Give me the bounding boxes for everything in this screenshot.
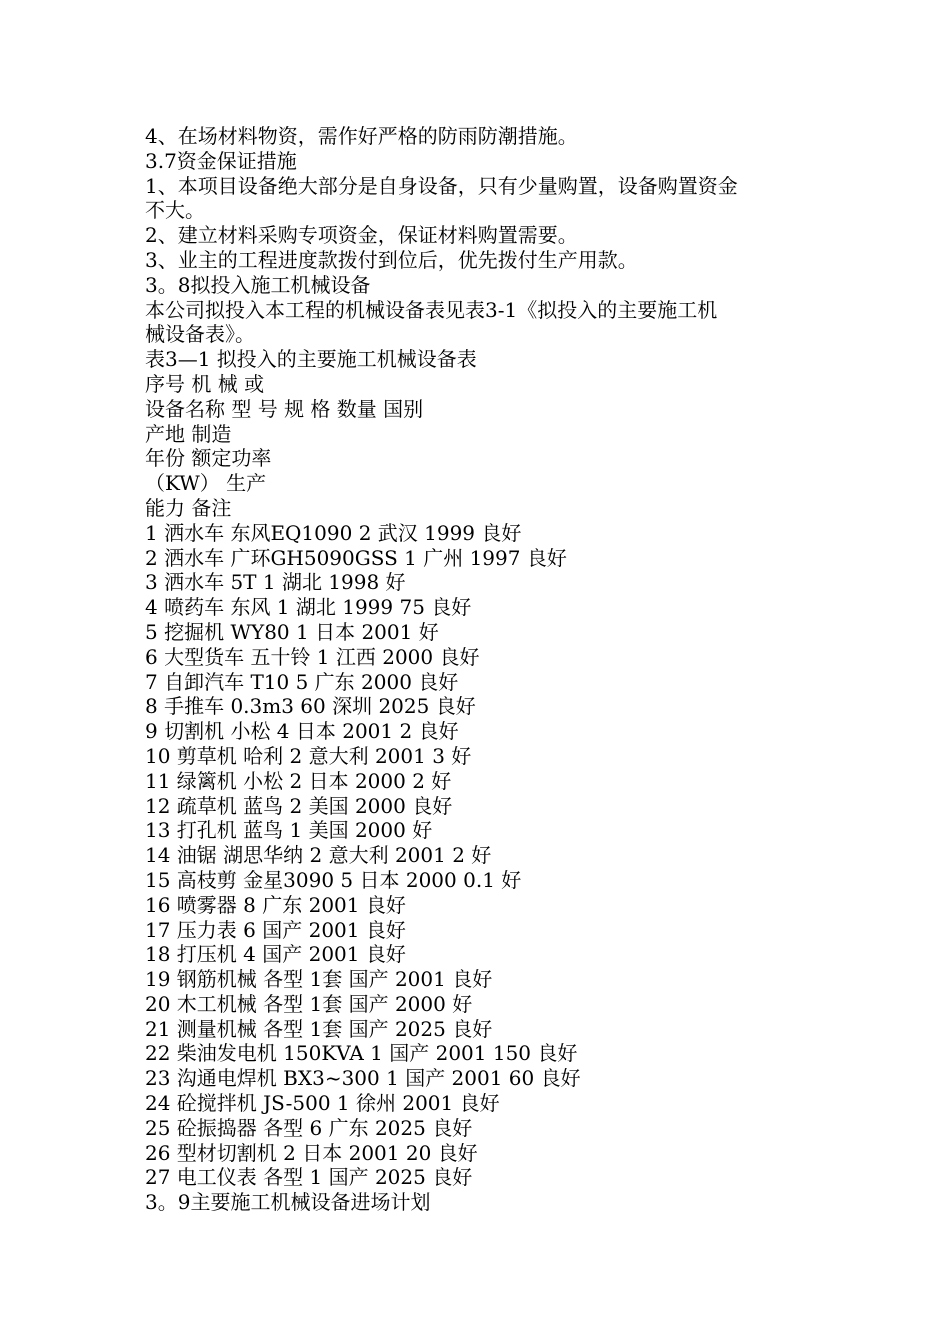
table-row: 17 压力表 6 国产 2001 良好: [145, 917, 406, 942]
table-row: 11 绿篱机 小松 2 日本 2000 2 好: [145, 768, 452, 793]
table-header-line: 设备名称 型 号 规 格 数量 国别: [145, 396, 424, 421]
section-heading-3-7: 3.7资金保证措施: [145, 148, 297, 173]
table-row: 19 钢筋机械 各型 1套 国产 2001 良好: [145, 967, 493, 992]
table-row: 2 洒水车 广环GH5090GSS 1 广州 1997 良好: [145, 545, 567, 570]
table-row: 5 挖掘机 WY80 1 日本 2001 好: [145, 619, 439, 644]
table-row: 22 柴油发电机 150KVA 1 国产 2001 150 良好: [145, 1041, 578, 1066]
table-row: 1 洒水车 东风EQ1090 2 武汉 1999 良好: [145, 520, 522, 545]
paragraph-funding-3: 3、业主的工程进度款拨付到位后，优先拨付生产用款。: [145, 247, 638, 272]
paragraph-funding-1: 1、本项目设备绝大部分是自身设备，只有少量购置，设备购置资金: [145, 173, 738, 198]
section-heading-3-8: 3。8拟投入施工机械设备: [145, 272, 371, 297]
table-row: 13 打孔机 蓝鸟 1 美国 2000 好: [145, 818, 433, 843]
table-row: 24 砼搅拌机 JS-500 1 徐州 2001 良好: [145, 1091, 500, 1116]
paragraph-funding-2: 2、建立材料采购专项资金，保证材料购置需要。: [145, 223, 578, 248]
table-row: 26 型材切割机 2 日本 2001 20 良好: [145, 1140, 478, 1165]
document-page: [145, 124, 815, 1215]
table-row: 25 砼振捣器 各型 6 广东 2025 良好: [145, 1115, 473, 1140]
table-row: 14 油锯 湖思华纳 2 意大利 2001 2 好: [145, 843, 492, 868]
table-row: 4 喷药车 东风 1 湖北 1999 75 良好: [145, 595, 472, 620]
table-header-line: 能力 备注: [145, 495, 232, 520]
table-row: 21 测量机械 各型 1套 国产 2025 良好: [145, 1016, 493, 1041]
paragraph-funding-1-cont: 不大。: [145, 198, 205, 223]
table-header-line: 序号 机 械 或: [145, 371, 265, 396]
table-row: 3 洒水车 5T 1 湖北 1998 好: [145, 570, 406, 595]
table-header-line: 产地 制造: [145, 421, 232, 446]
table-row: 27 电工仪表 各型 1 国产 2025 良好: [145, 1165, 473, 1190]
table-row: 9 切割机 小松 4 日本 2001 2 良好: [145, 719, 459, 744]
paragraph-equipment-intro-cont: 械设备表》。: [145, 322, 255, 347]
table-row: 12 疏草机 蓝鸟 2 美国 2000 良好: [145, 793, 453, 818]
paragraph-equipment-intro: 本公司拟投入本工程的机械设备表见表3-1《拟投入的主要施工机: [145, 297, 718, 322]
table-row: 10 剪草机 哈利 2 意大利 2001 3 好: [145, 743, 472, 768]
table-row: 7 自卸汽车 T10 5 广东 2000 良好: [145, 669, 459, 694]
table-row: 15 高枝剪 金星3090 5 日本 2000 0.1 好: [145, 867, 522, 892]
table-header-line: （KW） 生产: [145, 471, 267, 496]
section-heading-3-9: 3。9主要施工机械设备进场计划: [145, 1190, 431, 1215]
table-row: 20 木工机械 各型 1套 国产 2000 好: [145, 991, 473, 1016]
table-row: 8 手推车 0.3m3 60 深圳 2025 良好: [145, 694, 476, 719]
table-row: 23 沟通电焊机 BX3~300 1 国产 2001 60 良好: [145, 1066, 581, 1091]
table-row: 18 打压机 4 国产 2001 良好: [145, 942, 406, 967]
paragraph-moisture-protection: 4、在场材料物资，需作好严格的防雨防潮措施。: [145, 124, 578, 148]
table-row: 16 喷雾器 8 广东 2001 良好: [145, 892, 406, 917]
table-header-line: 年份 额定功率: [145, 446, 272, 471]
table-row: 6 大型货车 五十铃 1 江西 2000 良好: [145, 644, 480, 669]
table-caption: 表3—1 拟投入的主要施工机械设备表: [145, 347, 477, 372]
